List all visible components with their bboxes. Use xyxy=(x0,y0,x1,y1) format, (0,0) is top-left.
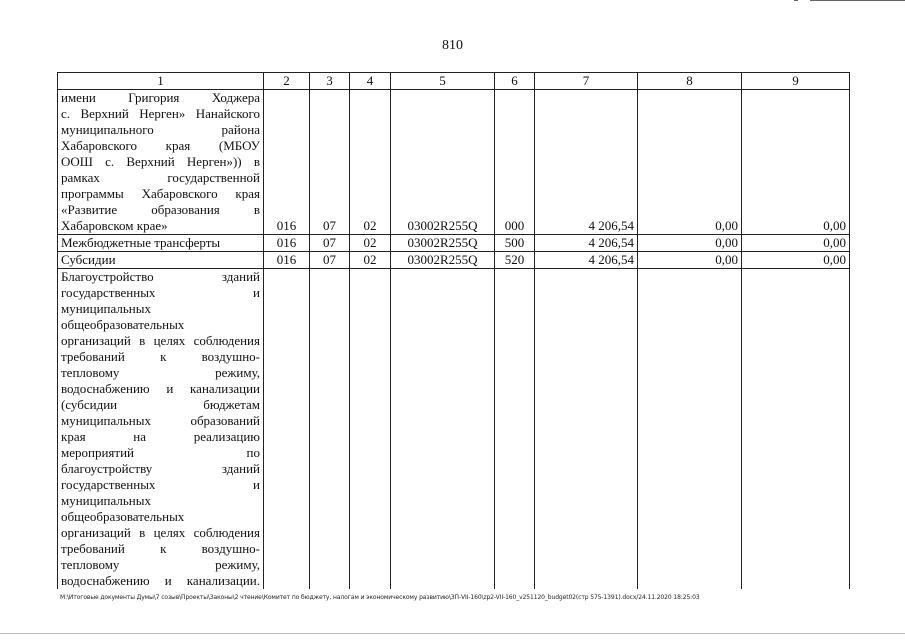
description-line: с. Верхний Нерген» Нанайского xyxy=(61,106,260,121)
top-edge-rule xyxy=(810,0,905,1)
top-edge-tick xyxy=(794,0,798,1)
description-line: водоснабжению и канализации xyxy=(61,381,260,396)
col-header-4: 4 xyxy=(350,73,391,90)
cell-ministry-code: 016 xyxy=(264,235,310,252)
bottom-edge-rule xyxy=(0,633,905,634)
description-line: требований к воздушно- xyxy=(61,349,260,364)
cell-amount-3: 0,00 xyxy=(742,252,850,269)
description-line: рамках государственной xyxy=(61,170,260,185)
description-line: края на реализацию xyxy=(61,429,260,444)
cell-amount-3: 0,00 xyxy=(742,235,850,252)
description-line: Хабаровском крае» xyxy=(61,218,168,233)
cell-subsection xyxy=(350,269,391,590)
cell-section: 07 xyxy=(310,252,350,269)
cell-expense-type: 000 xyxy=(495,90,535,235)
cell-ministry-code: 016 xyxy=(264,90,310,235)
cell-amount-2: 0,00 xyxy=(638,235,742,252)
cell-ministry-code: 016 xyxy=(264,252,310,269)
cell-amount-2: 0,00 xyxy=(638,90,742,235)
description-line: ООШ с. Верхний Нерген»)) в xyxy=(61,154,260,169)
row-description xyxy=(58,252,264,269)
cell-amount-3: 0,00 xyxy=(742,90,850,235)
description-line: Хабаровского края (МБОУ xyxy=(61,138,260,153)
col-header-7: 7 xyxy=(535,73,638,90)
cell-target-article xyxy=(391,269,495,590)
description-line: (субсидии бюджетам xyxy=(61,397,260,412)
description-line: требований к воздушно- xyxy=(61,541,260,556)
row-description xyxy=(58,269,264,590)
col-header-8: 8 xyxy=(638,73,742,90)
description-line: Благоустройство зданий xyxy=(61,269,260,284)
cell-subsection: 02 xyxy=(350,90,391,235)
description-line: муниципальных xyxy=(61,301,152,316)
cell-amount: 4 206,54 xyxy=(535,235,638,252)
budget-table xyxy=(57,72,850,589)
description-line: организаций в целях соблюдения xyxy=(61,333,260,348)
cell-target-article: 03002R255Q xyxy=(391,252,495,269)
row-description xyxy=(58,90,264,235)
description-line: государственных и xyxy=(61,477,260,492)
description-line: мероприятий по xyxy=(61,445,260,460)
table-header-row xyxy=(58,73,850,90)
cell-ministry-code xyxy=(264,269,310,590)
cell-expense-type: 500 xyxy=(495,235,535,252)
description-line: Субсидии xyxy=(61,252,116,267)
description-line: государственных и xyxy=(61,285,260,300)
page-number: 810 xyxy=(442,38,463,53)
description-line: муниципального района xyxy=(61,122,260,137)
description-line: водоснабжению и канализации. xyxy=(61,573,260,588)
cell-amount-2 xyxy=(638,269,742,590)
description-line: общеобразовательных xyxy=(61,509,185,524)
col-header-6: 6 xyxy=(495,73,535,90)
description-line: организаций в целях соблюдения xyxy=(61,525,260,540)
col-header-1: 1 xyxy=(58,73,264,90)
col-header-5: 5 xyxy=(391,73,495,90)
table-row xyxy=(58,90,850,235)
cell-amount: 4 206,54 xyxy=(535,90,638,235)
table-row xyxy=(58,269,850,590)
table-row xyxy=(58,235,850,252)
table-row xyxy=(58,252,850,269)
cell-amount-2: 0,00 xyxy=(638,252,742,269)
cell-target-article: 03002R255Q xyxy=(391,90,495,235)
cell-section xyxy=(310,269,350,590)
description-line: общеобразовательных xyxy=(61,317,185,332)
cell-expense-type xyxy=(495,269,535,590)
cell-amount: 4 206,54 xyxy=(535,252,638,269)
document-path-footer: M:\Итоговые документы Думы\7 созыв\Проекты\Законы\2 чтение\Комитет по бюджету, налогам и экономическому развитию\ЗП-VII-160\zp2-VII-160_v251120_budget02(стр 575-1391).docx/24.11.2020 18:25:03 xyxy=(60,594,700,601)
description-line: муниципальных образований xyxy=(61,413,260,428)
cell-subsection: 02 xyxy=(350,235,391,252)
description-line: тепловому режиму, xyxy=(61,365,260,380)
cell-section: 07 xyxy=(310,90,350,235)
cell-section: 07 xyxy=(310,235,350,252)
description-line: тепловому режиму, xyxy=(61,557,260,572)
description-line: благоустройству зданий xyxy=(61,461,260,476)
cell-target-article: 03002R255Q xyxy=(391,235,495,252)
description-line: муниципальных xyxy=(61,493,152,508)
row-description xyxy=(58,235,264,252)
description-line: Межбюджетные трансферты xyxy=(61,235,221,250)
col-header-3: 3 xyxy=(310,73,350,90)
col-header-9: 9 xyxy=(742,73,850,90)
cell-amount xyxy=(535,269,638,590)
cell-subsection: 02 xyxy=(350,252,391,269)
description-line: «Развитие образования в xyxy=(61,202,260,217)
cell-amount-3 xyxy=(742,269,850,590)
col-header-2: 2 xyxy=(264,73,310,90)
description-line: программы Хабаровского края xyxy=(61,186,260,201)
cell-expense-type: 520 xyxy=(495,252,535,269)
description-line: имени Григория Ходжера xyxy=(61,90,260,105)
